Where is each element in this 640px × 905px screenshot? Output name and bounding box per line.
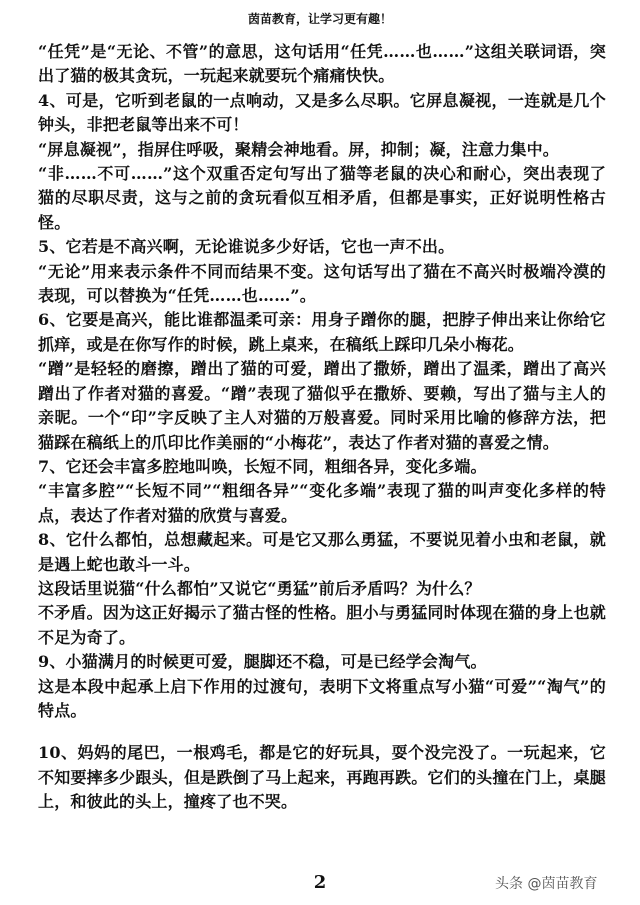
paragraph: 4、可是，它听到老鼠的一点响动，又是多么尽职。它屏息凝视，一连就是几个钟头，非把老鼠等出来不可！ xyxy=(38,90,606,135)
paragraph: “蹭”是轻轻的磨擦，蹭出了猫的可爱，蹭出了撒娇，蹭出了温柔，蹭出了高兴蹭出了作者对猫的喜爱。“蹭”表现了猫似乎在撒娇、要赖，写出了猫与主人的亲昵。一个“印”字反映了主人对猫的万般喜爱。同时采用比喻的修辞方法，把猫踩在稿纸上的爪印比作美丽的“小梅花”，表达了作者对猫的喜爱之情。 xyxy=(38,359,606,452)
paragraph: “丰富多腔”“长短不同”“粗细各异”“变化多端”表现了猫的叫声变化多样的特点，表达了作者对猫的欣赏与喜爱。 xyxy=(38,481,606,525)
document-body xyxy=(38,40,606,815)
paragraph: 7、它还会丰富多腔地叫唤，长短不同，粗细各异，变化多端。 xyxy=(38,456,487,476)
paragraph: “无论”用来表示条件不同而结果不变。这句话写出了猫在不高兴时极端冷漠的表现，可以替换为“任凭……也……”。 xyxy=(38,261,606,306)
paragraph: 6、它要是高兴，能比谁都温柔可亲：用身子蹭你的腿，把脖子伸出来让你给它抓痒，或是在你写作的时候，跳上桌来，在稿纸上踩印几朵小梅花。 xyxy=(38,310,606,354)
paragraph: “任凭”是“无论、不管”的意思，这句话用“任凭……也……”这组关联词语，突出了猫的极其贪玩，一玩起来就要玩个痛痛快快。 xyxy=(38,42,606,86)
paragraph: 5、它若是不高兴啊，无论谁说多少好话，它也一声不出。 xyxy=(38,237,455,257)
page-number: 2 xyxy=(313,872,327,893)
paragraph: 8、它什么都怕，总想藏起来。可是它又那么勇猛，不要说见着小虫和老鼠，就是遇上蛇也敢斗一斗。 xyxy=(38,530,606,574)
page-header: 茵苗教育，让学习更有趣！ xyxy=(247,12,392,26)
paragraph: 9、小猫满月的时候更可爱，腿脚还不稳，可是已经学会淘气。 xyxy=(38,652,487,672)
paragraph: 不矛盾。因为这正好揭示了猫古怪的性格。胆小与勇猛同时体现在猫的身上也就不足为奇了。 xyxy=(38,603,606,647)
watermark: 头条 @茵苗教育 xyxy=(495,876,598,892)
paragraph: “屏息凝视”，指屏住呼吸，聚精会神地看。屏，抑制；凝，注意力集中。 xyxy=(38,139,560,159)
paragraph: 10、妈妈的尾巴，一根鸡毛，都是它的好玩具，耍个没完没了。一玩起来，它不知要摔多少跟头，但是跌倒了马上起来，再跑再跌。它们的头撞在门上，桌腿上，和彼此的头上，撞疼了也不哭。 xyxy=(38,743,606,812)
paragraph: “非……不可……”这个双重否定句写出了猫等老鼠的决心和耐心，突出表现了猫的尽职尽责，这与之前的贪玩看似互相矛盾，但都是事实，正好说明性格古怪。 xyxy=(38,164,606,232)
paragraph: 这段话里说猫“什么都怕”又说它“勇猛”前后矛盾吗？为什么？ xyxy=(38,578,481,598)
paragraph: 这是本段中起承上启下作用的过渡句，表明下文将重点写小猫“可爱”“淘气”的特点。 xyxy=(38,676,606,720)
